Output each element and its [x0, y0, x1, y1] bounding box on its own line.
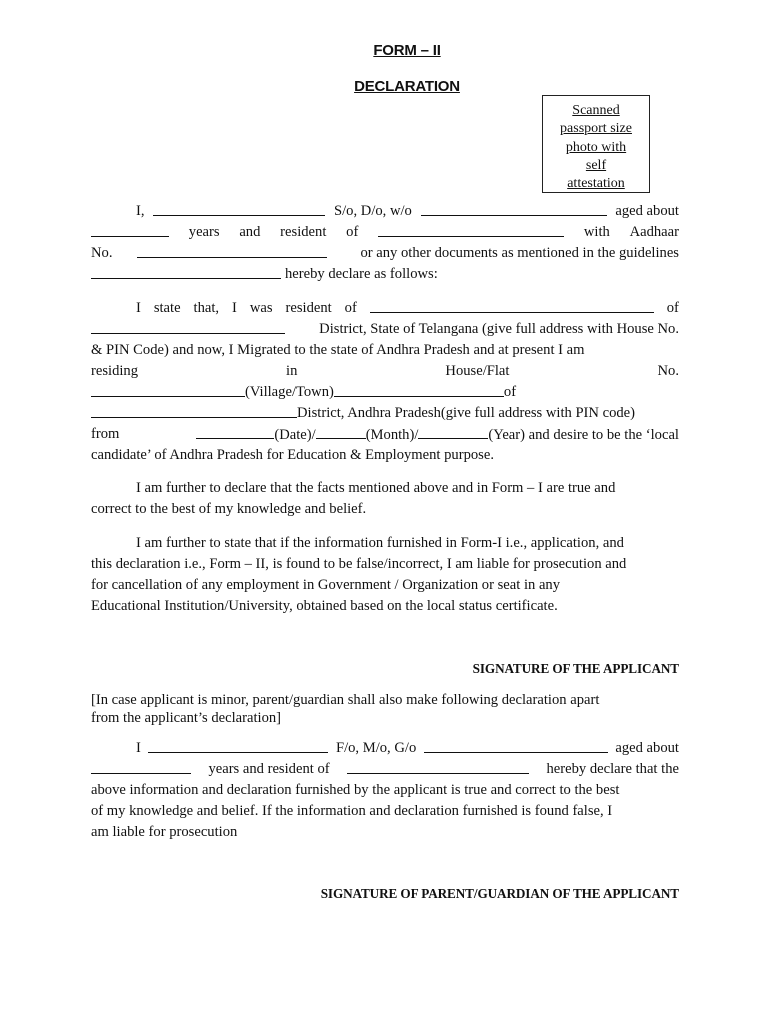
- text: from the applicant’s declaration]: [91, 710, 282, 726]
- photo-box-line: self: [585, 157, 607, 173]
- name-blank[interactable]: [153, 201, 325, 216]
- text: I am further to state that if the information furnished in Form-I i.e., application, and: [136, 535, 624, 551]
- photo-box-line: photo with: [565, 139, 627, 155]
- text: that,: [193, 300, 220, 316]
- text: hereby declare that the: [546, 761, 679, 777]
- guardian-name-blank[interactable]: [148, 738, 328, 753]
- text: No.: [657, 363, 679, 379]
- text: I: [232, 300, 237, 316]
- signature-parent-label: SIGNATURE OF PARENT/GUARDIAN OF THE APPLICANT: [320, 886, 679, 901]
- text: of: [666, 300, 679, 316]
- text: for cancellation of any employment in Government / Organization or seat in any: [91, 577, 561, 593]
- text: Aadhaar: [629, 224, 679, 240]
- minor-note: [91, 691, 679, 727]
- text: was: [249, 300, 273, 316]
- text: resident: [280, 224, 327, 240]
- ward-name-blank[interactable]: [424, 738, 608, 753]
- month-blank[interactable]: [316, 424, 366, 439]
- declaration-paragraph-3: [91, 478, 679, 520]
- text: of my knowledge and belief. If the information and declaration furnished is found false, I: [91, 803, 613, 819]
- guardian-declaration-paragraph: [91, 738, 679, 843]
- text: correct to the best of my knowledge and belief.: [91, 501, 367, 517]
- ap-district-blank[interactable]: [91, 403, 297, 418]
- text: from: [91, 426, 120, 442]
- village-town-blank[interactable]: [334, 382, 504, 397]
- house-flat-blank[interactable]: [91, 382, 245, 397]
- telangana-district-blank[interactable]: [91, 319, 285, 334]
- text: I: [136, 740, 141, 756]
- text: District, Andhra Pradesh(give full address with PIN code): [297, 405, 636, 421]
- declaration-paragraph-4: [91, 533, 679, 617]
- declaration-paragraph-2: [91, 298, 679, 466]
- text: (Year) and desire to be the ‘local: [488, 427, 679, 443]
- text: aged about: [615, 203, 679, 219]
- photo-box-line: attestation: [567, 176, 625, 192]
- text: House/Flat: [445, 363, 510, 379]
- aadhaar-number-blank[interactable]: [137, 243, 327, 258]
- text: of: [344, 300, 357, 316]
- text: resident: [285, 300, 332, 316]
- text: this declaration i.e., Form – II, is found to be false/incorrect, I am liable for prosecution and: [91, 556, 627, 572]
- text: and: [239, 224, 261, 240]
- text: I,: [136, 203, 145, 219]
- text: Educational Institution/University, obtained based on the local status certificate.: [91, 598, 558, 614]
- photo-box: [542, 95, 650, 193]
- signature-applicant-label: SIGNATURE OF THE APPLICANT: [472, 661, 679, 676]
- text: of: [346, 224, 359, 240]
- telangana-place-blank[interactable]: [370, 298, 654, 313]
- text: state: [153, 300, 181, 316]
- text: aged about: [615, 740, 679, 756]
- photo-box-line: passport size: [560, 121, 632, 137]
- declaration-paragraph-1: [91, 201, 679, 285]
- parent-name-blank[interactable]: [421, 201, 607, 216]
- document-blank[interactable]: [91, 264, 281, 279]
- text: in: [286, 363, 298, 379]
- text: or any other documents as mentioned in the guidelines: [360, 245, 679, 261]
- text: F/o, M/o, G/o: [335, 740, 417, 756]
- text: (Village/Town): [245, 384, 334, 400]
- age-blank[interactable]: [91, 222, 169, 237]
- guardian-residence-blank[interactable]: [347, 759, 529, 774]
- date-blank[interactable]: [196, 424, 274, 439]
- text: with: [583, 224, 610, 240]
- form-title: FORM – II: [373, 42, 441, 59]
- text: [In case applicant is minor, parent/guardian shall also make following declaration apart: [91, 692, 600, 708]
- text: I am further to declare that the facts mentioned above and in Form – I are true and: [136, 480, 616, 496]
- text: years and resident of: [208, 761, 330, 777]
- text: of: [503, 384, 517, 400]
- text: residing: [91, 363, 139, 379]
- text: candidate’ of Andhra Pradesh for Education & Employment purpose.: [91, 447, 494, 463]
- photo-box-line: Scanned: [572, 103, 620, 118]
- text: (Month)/: [365, 427, 419, 443]
- residence-blank[interactable]: [378, 222, 564, 237]
- text: District, State of Telangana (give full address with House No.: [319, 321, 679, 337]
- text: S/o, D/o, w/o: [334, 203, 412, 219]
- text: above information and declaration furnished by the applicant is true and correct to the best: [91, 782, 620, 798]
- declaration-title: DECLARATION: [354, 78, 460, 95]
- text: hereby declare as follows:: [285, 266, 438, 282]
- guardian-age-blank[interactable]: [91, 759, 191, 774]
- text: No.: [91, 245, 113, 261]
- text: years: [188, 224, 220, 240]
- text: (Date)/: [274, 427, 316, 443]
- text: am liable for prosecution: [91, 824, 238, 840]
- text: & PIN Code) and now, I Migrated to the state of Andhra Pradesh and at present I am: [91, 342, 585, 358]
- year-blank[interactable]: [418, 424, 488, 439]
- text: I: [136, 300, 141, 316]
